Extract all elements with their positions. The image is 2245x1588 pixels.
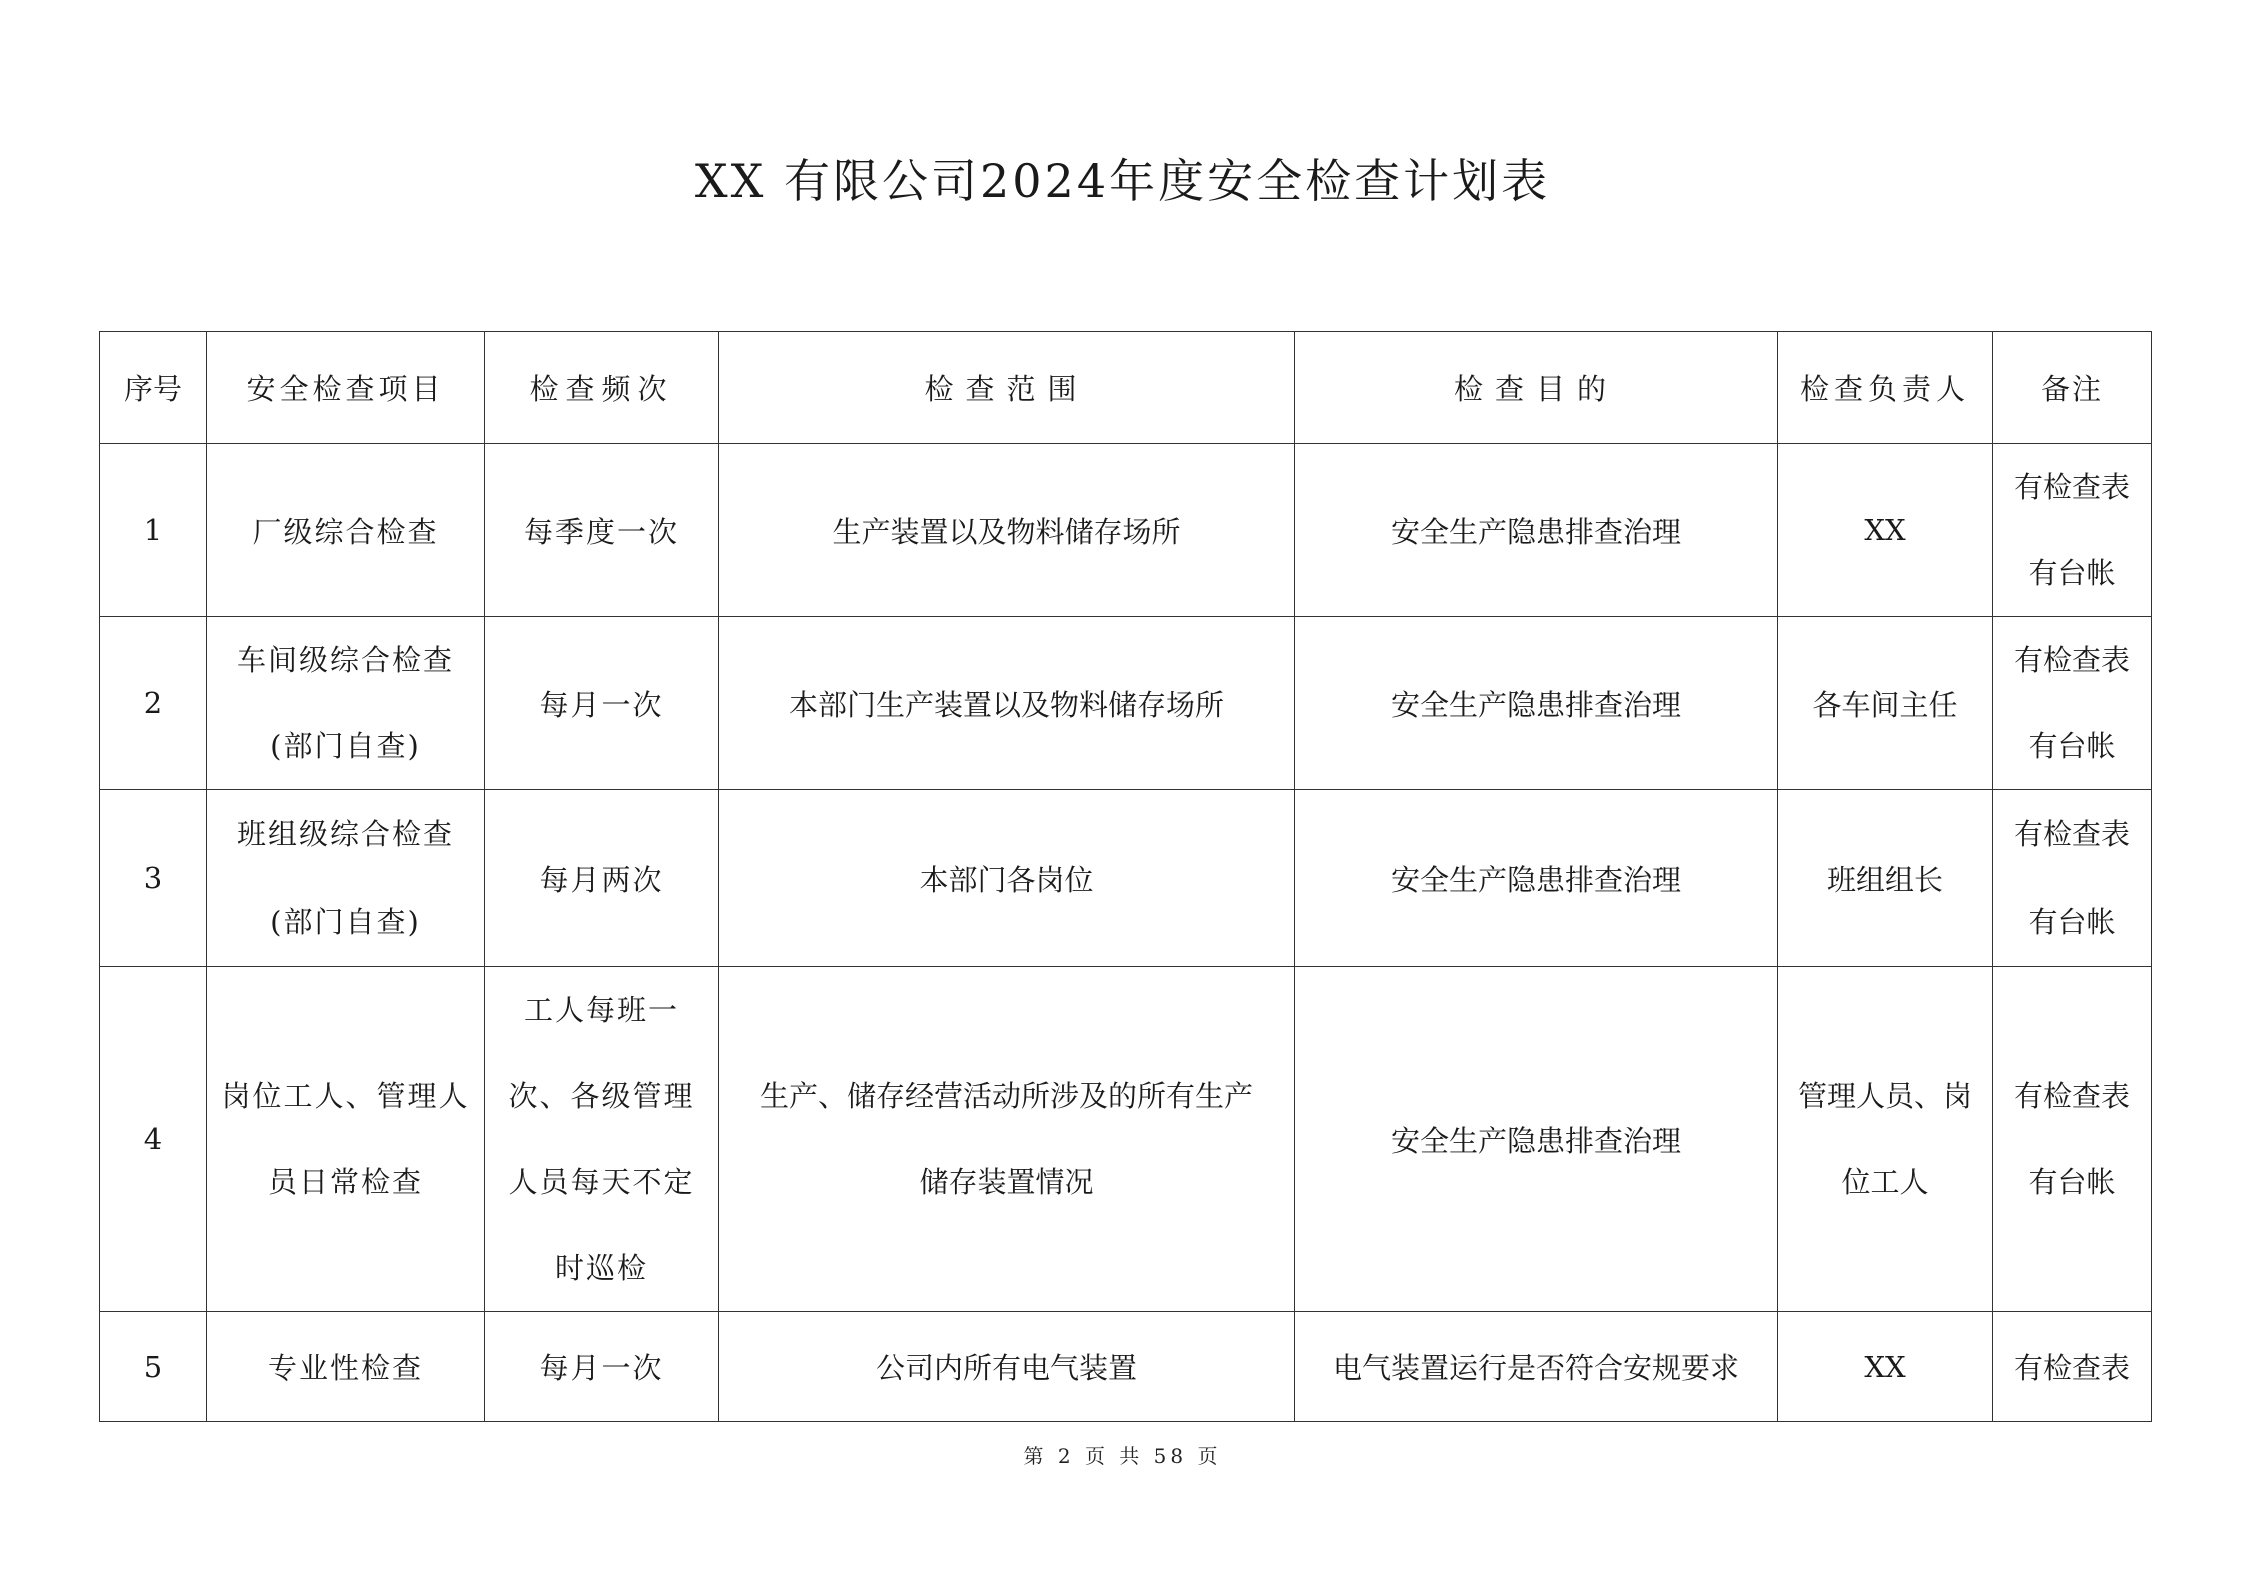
header-no: 序号 <box>100 332 207 444</box>
row-scope: 生产、储存经营活动所涉及的所有生产储存装置情况 <box>719 967 1295 1312</box>
row-scope: 本部门各岗位 <box>719 790 1295 967</box>
header-notes: 备注 <box>1993 332 2152 444</box>
table-row <box>100 444 2152 617</box>
row-scope: 生产装置以及物料储存场所 <box>719 444 1295 617</box>
row-frequency: 工人每班一次、各级管理人员每天不定时巡检 <box>485 967 719 1312</box>
header-scope: 检查范围 <box>719 332 1295 444</box>
row-purpose: 安全生产隐患排查治理 <box>1295 790 1778 967</box>
row-item: 厂级综合检查 <box>207 444 485 617</box>
note-line: 有检查表 <box>2013 817 2130 851</box>
header-purpose: 检查目的 <box>1295 332 1778 444</box>
note-line: 有检查表 <box>2013 470 2130 504</box>
table-row <box>100 790 2152 967</box>
note-line: 有台帐 <box>2028 729 2116 763</box>
row-purpose: 安全生产隐患排查治理 <box>1295 967 1778 1312</box>
row-owner: 班组组长 <box>1778 790 1993 967</box>
row-owner: 管理人员、岗位工人 <box>1778 967 1993 1312</box>
row-purpose: 电气装置运行是否符合安规要求 <box>1295 1312 1778 1422</box>
item-line: 班组级综合检查 <box>236 817 454 851</box>
note-line: 有检查表 <box>2013 1079 2130 1113</box>
row-notes <box>1993 1312 2152 1422</box>
row-scope: 本部门生产装置以及物料储存场所 <box>719 617 1295 790</box>
table-header-row <box>100 332 2152 444</box>
row-item <box>207 617 485 790</box>
row-frequency: 每季度一次 <box>485 444 719 617</box>
row-frequency: 每月两次 <box>485 790 719 967</box>
row-purpose: 安全生产隐患排查治理 <box>1295 617 1778 790</box>
page-footer: 第 2 页 共 58 页 <box>1023 1444 1222 1468</box>
item-line: (部门自查) <box>270 905 421 939</box>
row-no: 3 <box>100 790 207 967</box>
row-item: 专业性检查 <box>207 1312 485 1422</box>
header-owner: 检查负责人 <box>1778 332 1993 444</box>
row-no: 5 <box>100 1312 207 1422</box>
note-line: 有台帐 <box>2028 1165 2116 1199</box>
row-owner: 各车间主任 <box>1778 617 1993 790</box>
row-frequency: 每月一次 <box>485 617 719 790</box>
row-notes <box>1993 444 2152 617</box>
safety-inspection-plan-table <box>99 331 2152 1422</box>
row-no: 4 <box>100 967 207 1312</box>
row-notes <box>1993 617 2152 790</box>
note-line: 有检查表 <box>2013 643 2130 677</box>
row-purpose: 安全生产隐患排查治理 <box>1295 444 1778 617</box>
table-row <box>100 967 2152 1312</box>
row-owner: XX <box>1778 444 1993 617</box>
note-line: 有台帐 <box>2028 905 2116 939</box>
row-notes <box>1993 790 2152 967</box>
item-line: 车间级综合检查 <box>236 643 454 677</box>
header-item: 安全检查项目 <box>207 332 485 444</box>
row-no: 1 <box>100 444 207 617</box>
table-row <box>100 1312 2152 1422</box>
row-item: 岗位工人、管理人员日常检查 <box>207 967 485 1312</box>
item-line: (部门自查) <box>270 729 421 763</box>
row-notes <box>1993 967 2152 1312</box>
table-row <box>100 617 2152 790</box>
note-line: 有台帐 <box>2028 556 2116 590</box>
page-title: XX 有限公司2024年度安全检查计划表 <box>694 154 1551 208</box>
header-frequency: 检查频次 <box>485 332 719 444</box>
row-scope: 公司内所有电气装置 <box>719 1312 1295 1422</box>
note-line: 有检查表 <box>2013 1351 2130 1385</box>
row-owner: XX <box>1778 1312 1993 1422</box>
row-frequency: 每月一次 <box>485 1312 719 1422</box>
row-no: 2 <box>100 617 207 790</box>
row-item <box>207 790 485 967</box>
